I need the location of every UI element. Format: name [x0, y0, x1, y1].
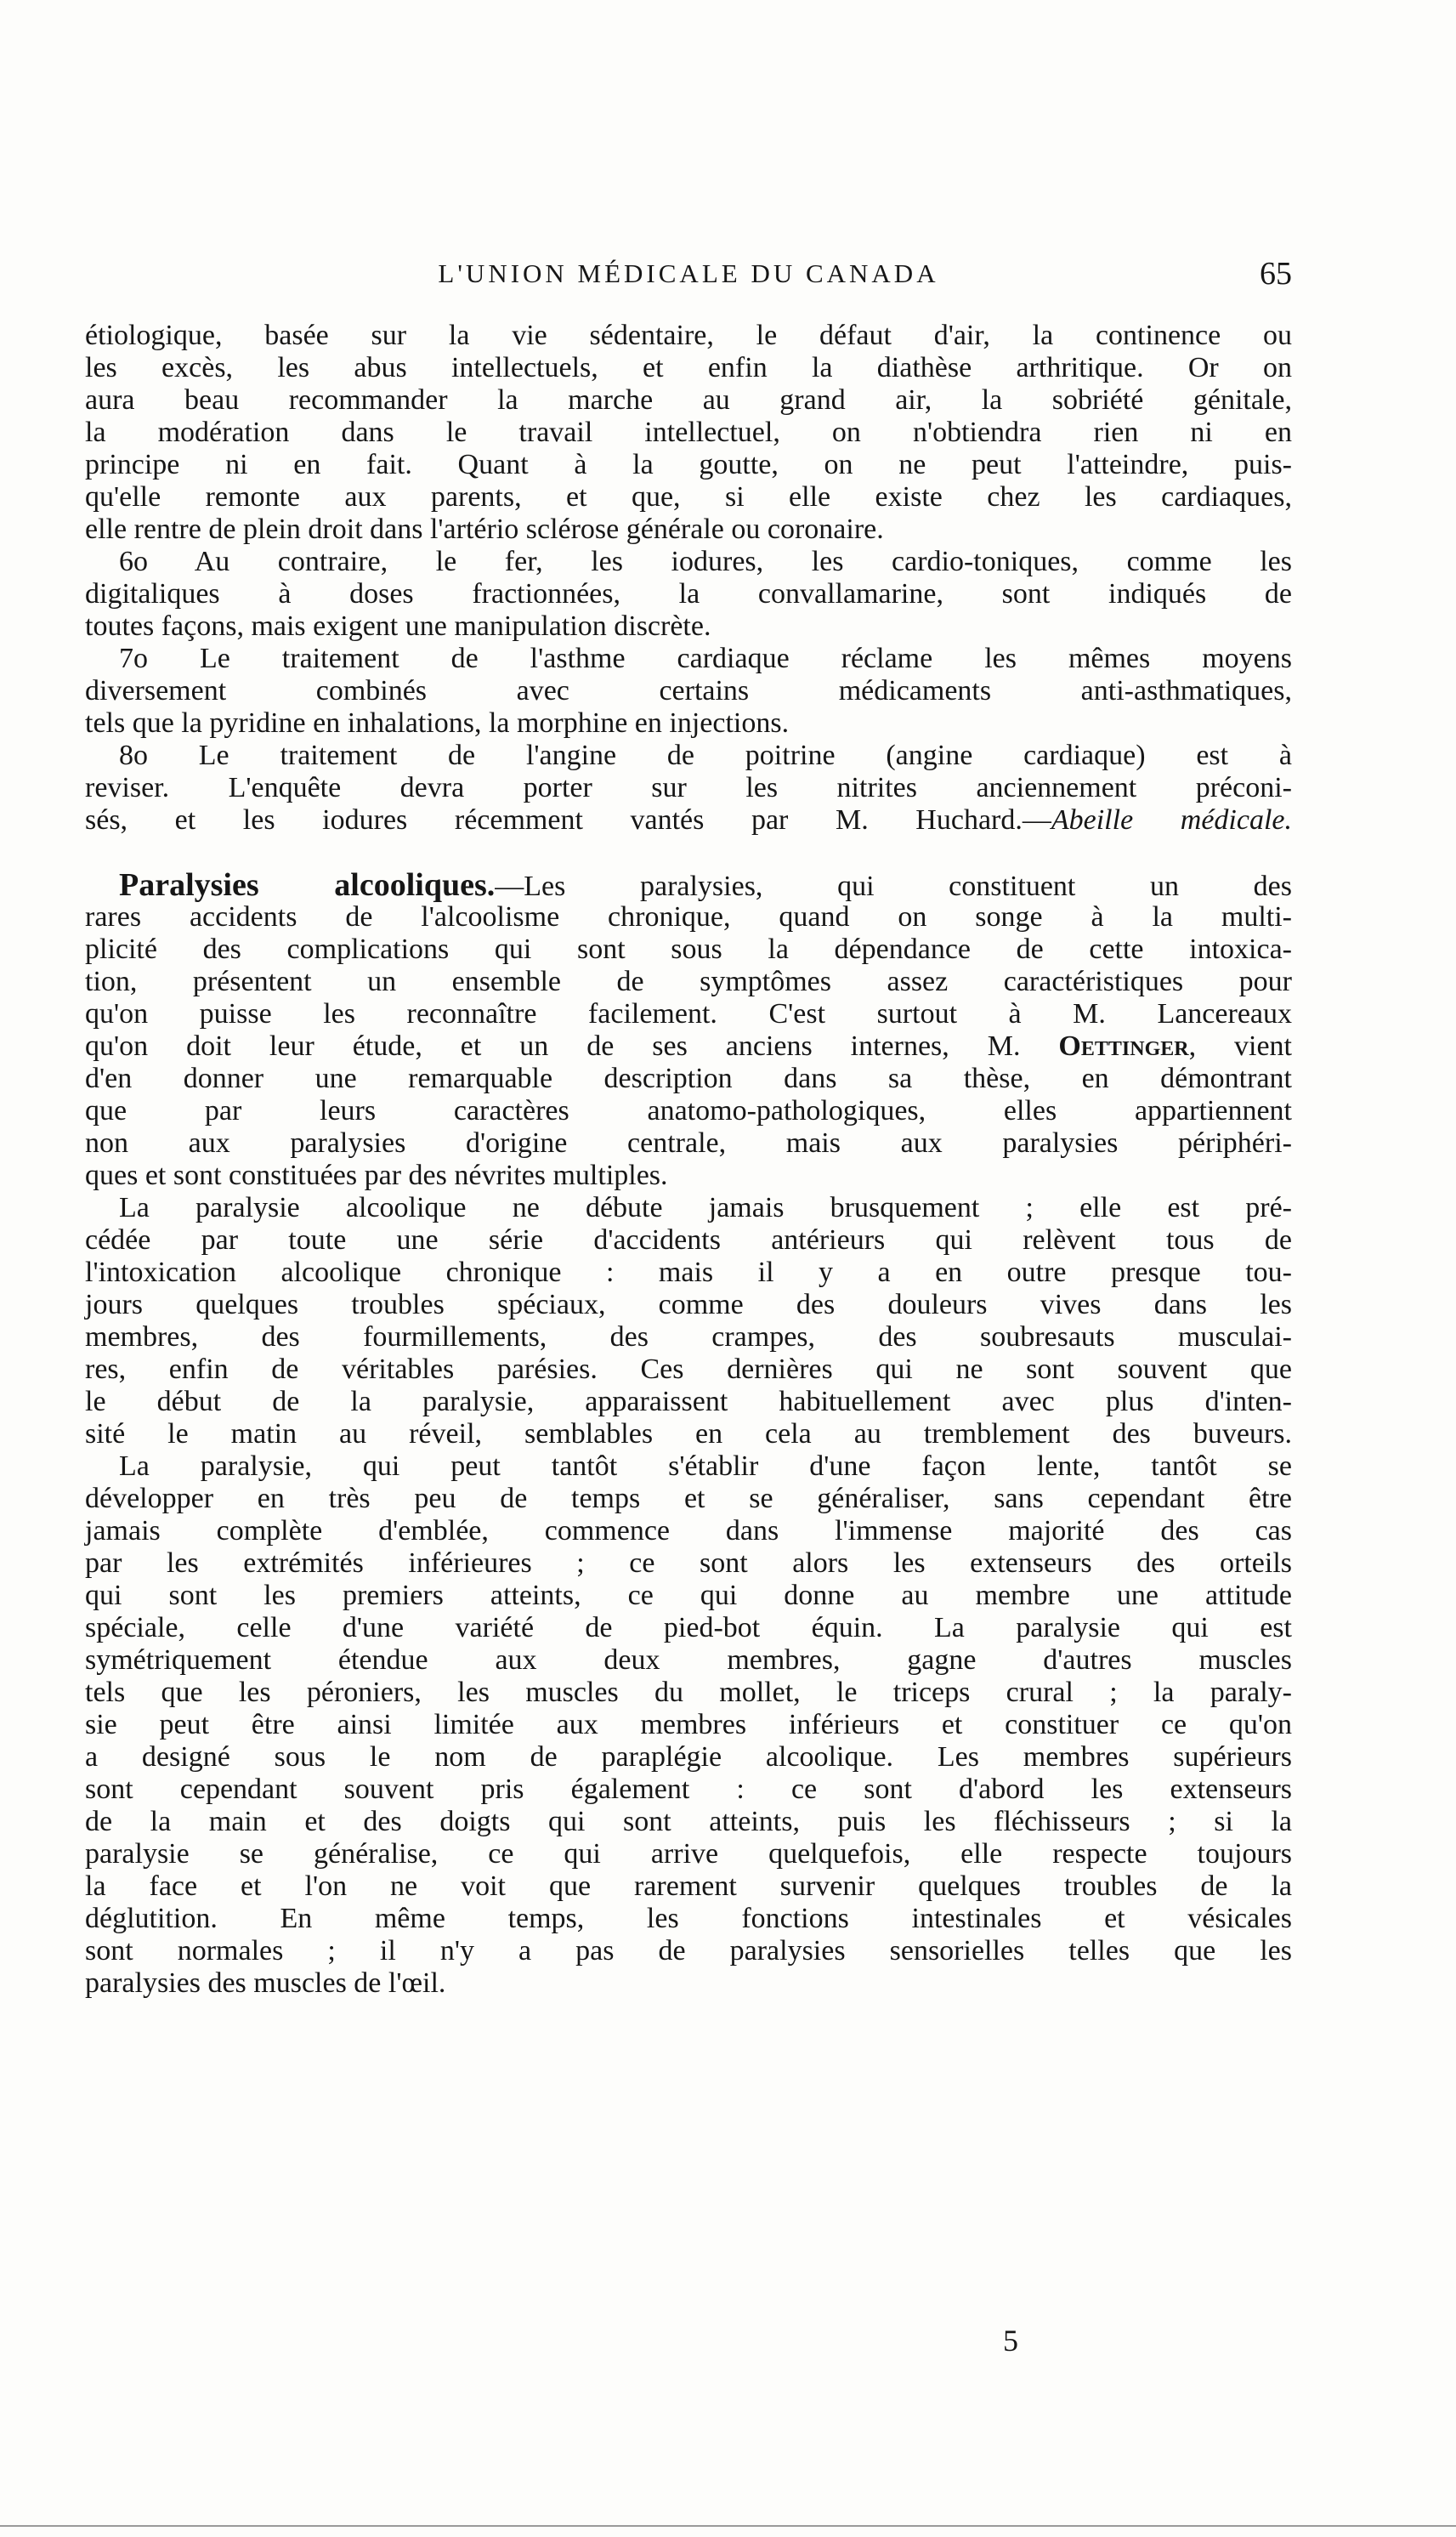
text-fragment: , vient [1188, 1030, 1293, 1062]
paragraph-gap [85, 837, 1292, 869]
text-line: elle rentre de plein droit dans l'artério sclérose générale ou coronaire. [85, 514, 884, 545]
text-line: diversement combinés avec certains médicaments anti-asthmatiques, [85, 675, 1292, 707]
text-line: les excès, les abus intellectuels, et enfin la diathèse arthritique. Or on [85, 352, 1292, 383]
author-name: Oettinger [1058, 1030, 1189, 1062]
text-line: spéciale, celle d'une variété de pied-bot équin. La paralysie qui est [85, 1612, 1292, 1643]
page-number: 65 [1260, 256, 1292, 292]
text-line: a designé sous le nom de paraplégie alcoolique. Les membres supérieurs [85, 1741, 1292, 1773]
text-line: déglutition. En même temps, les fonctions intestinales et vésicales [85, 1903, 1292, 1934]
article-body [85, 320, 1292, 2000]
text-fragment: sés, et les iodures récemment vantés par M. Huchard.— [85, 804, 1051, 836]
signature-mark: 5 [1003, 2324, 1018, 2358]
text-line: toutes façons, mais exigent une manipulation discrète. [85, 610, 711, 642]
text-line: symétriquement étendue aux deux membres, gagne d'autres muscles [85, 1644, 1292, 1676]
text-line: tion, présentent un ensemble de symptômes assez caractéristiques pour [85, 966, 1292, 997]
text-line: que par leurs caractères anatomo-pathologiques, elles appartiennent [85, 1095, 1292, 1127]
text-line: aura beau recommander la marche au grand air, la sobriété génitale, [85, 384, 1292, 416]
text-line: plicité des complications qui sont sous la dépendance de cette intoxica- [85, 934, 1292, 965]
text-line: l'intoxication alcoolique chronique : mais il y a en outre presque tou- [85, 1257, 1292, 1288]
text-line: d'en donner une remarquable description dans sa thèse, en démontrant [85, 1063, 1292, 1094]
text-line: ques et sont constituées par des névrites multiples. [85, 1160, 668, 1191]
text-line [85, 804, 1292, 837]
text-line [85, 1030, 1292, 1063]
text-line: digitaliques à doses fractionnées, la convallamarine, sont indiqués de [85, 578, 1292, 610]
text-line: sie peut être ainsi limitée aux membres inférieurs et constituer ce qu'on [85, 1709, 1292, 1740]
text-line: 6o Au contraire, le fer, les iodures, les cardio-toniques, comme les [119, 546, 1292, 577]
text-line: non aux paralysies d'origine centrale, mais aux paralysies périphéri- [85, 1127, 1292, 1159]
text-line: cédée par toute une série d'accidents antérieurs qui relèvent tous de [85, 1224, 1292, 1256]
running-title: L'UNION MÉDICALE DU CANADA [438, 258, 939, 288]
text-line [85, 869, 1292, 901]
scan-edge-rule [0, 2525, 1456, 2527]
text-line: sont normales ; il n'y a pas de paralysies sensorielles telles que les [85, 1935, 1292, 1967]
text-line: paralysies des muscles de l'œil. [85, 1967, 446, 1999]
text-line: qui sont les premiers atteints, ce qui donne au membre une attitude [85, 1580, 1292, 1611]
text-line: jamais complète d'emblée, commence dans l'immense majorité des cas [85, 1515, 1292, 1547]
text-line: res, enfin de véritables parésies. Ces dernières qui ne sont souvent que [85, 1354, 1292, 1385]
text-line: 7o Le traitement de l'asthme cardiaque réclame les mêmes moyens [119, 643, 1292, 674]
text-fragment: qu'on doit leur étude, et un de ses anciens internes, M. [85, 1030, 1059, 1062]
text-line: qu'on puisse les reconnaître facilement. C'est surtout à M. Lancereaux [85, 998, 1292, 1030]
text-line: le début de la paralysie, apparaissent habituellement avec plus d'inten- [85, 1386, 1292, 1417]
text-line: de la main et des doigts qui sont atteints, puis les fléchisseurs ; si la [85, 1806, 1292, 1837]
text-line: principe ni en fait. Quant à la goutte, on ne peut l'atteindre, puis- [85, 449, 1292, 480]
text-line: reviser. L'enquête devra porter sur les nitrites anciennement préconi- [85, 772, 1292, 803]
text-line: La paralysie alcoolique ne débute jamais brusquement ; elle est pré- [119, 1192, 1292, 1223]
section-heading: Paralysies alcooliques. [119, 867, 496, 903]
running-head [85, 255, 1292, 298]
text-line: développer en très peu de temps et se généraliser, sans cependant être [85, 1483, 1292, 1514]
text-line: étiologique, basée sur la vie sédentaire, le défaut d'air, la continence ou [85, 320, 1292, 351]
text-line: 8o Le traitement de l'angine de poitrine (angine cardiaque) est à [119, 740, 1292, 771]
text-line: tels que les péroniers, les muscles du mollet, le triceps crural ; la paraly- [85, 1677, 1292, 1708]
text-line: paralysie se généralise, ce qui arrive quelquefois, elle respecte toujours [85, 1838, 1292, 1870]
text-line: la modération dans le travail intellectuel, on n'obtiendra rien ni en [85, 417, 1292, 448]
text-line: qu'elle remonte aux parents, et que, si elle existe chez les cardiaques, [85, 481, 1292, 513]
text-line: tels que la pyridine en inhalations, la morphine en injections. [85, 707, 790, 739]
text-line: la face et l'on ne voit que rarement survenir quelques troubles de la [85, 1870, 1292, 1902]
text-line: rares accidents de l'alcoolisme chronique, quand on songe à la multi- [85, 901, 1292, 933]
text-line: sité le matin au réveil, semblables en cela au tremblement des buveurs. [85, 1418, 1292, 1450]
source-citation: Abeille médicale. [1051, 804, 1292, 836]
text-line: membres, des fourmillements, des crampes, des soubresauts musculai- [85, 1321, 1292, 1353]
text-line: La paralysie, qui peut tantôt s'établir d'une façon lente, tantôt se [119, 1450, 1292, 1482]
text-line: sont cependant souvent pris également : ce sont d'abord les extenseurs [85, 1774, 1292, 1805]
text-fragment: —Les paralysies, qui constituent un des [495, 871, 1292, 902]
text-line: par les extrémités inférieures ; ce sont alors les extenseurs des orteils [85, 1547, 1292, 1579]
text-line: jours quelques troubles spéciaux, comme des douleurs vives dans les [85, 1289, 1292, 1320]
